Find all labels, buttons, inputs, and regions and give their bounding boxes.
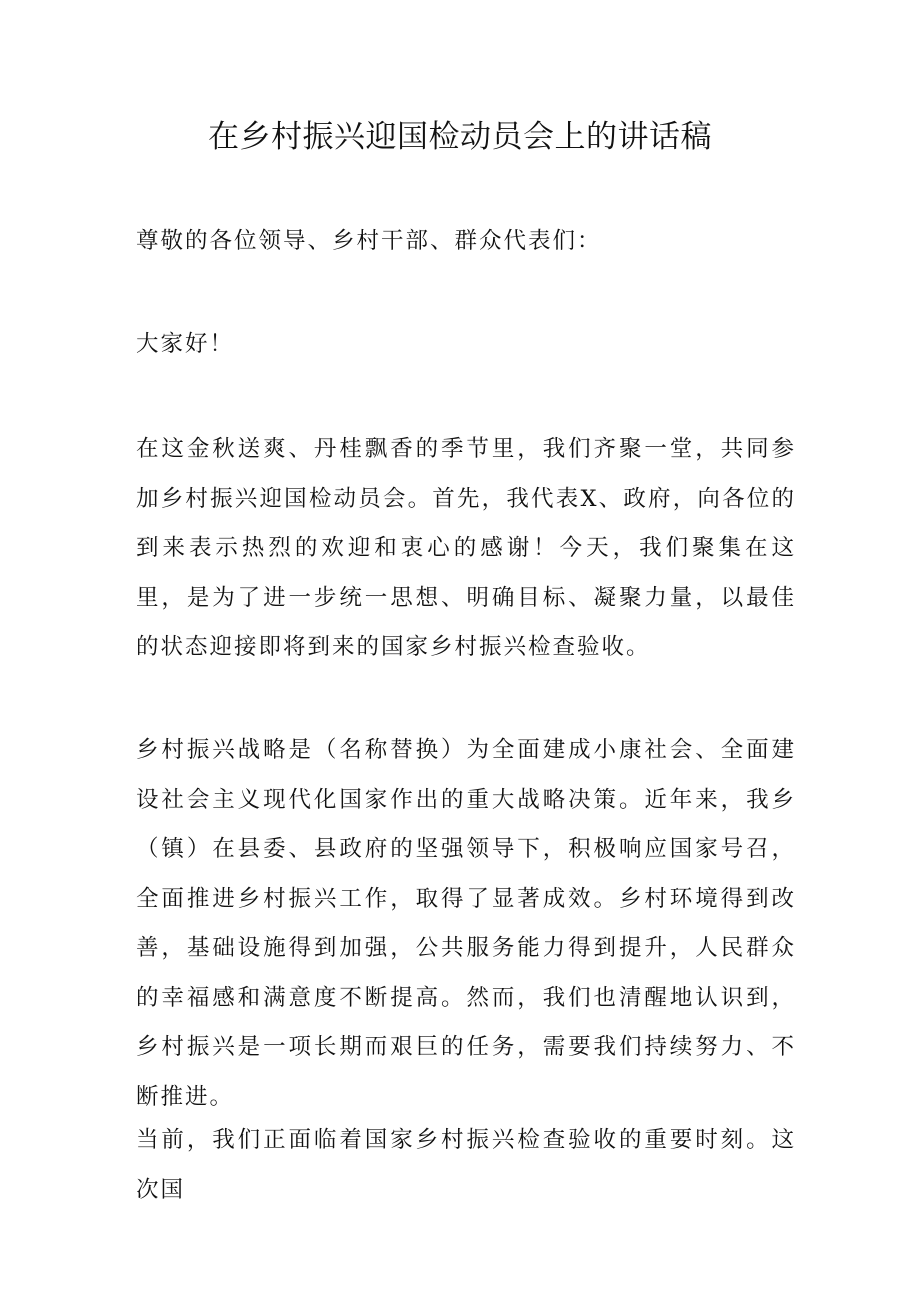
body-paragraph-1: 在这金秋送爽、丹桂飘香的季节里，我们齐聚一堂，共同参加乡村振兴迎国检动员会。首先，我代表X、政府，向各位的到来表示热烈的欢迎和衷心的感谢！今天，我们聚集在这里，是为了进一步统一思想、明确目标、凝聚力量，以最佳的状态迎接即将到来的国家乡村振兴检查验收。 [136,436,796,660]
body-paragraph-2: 乡村振兴战略是（名称替换）为全面建成小康社会、全面建设社会主义现代化国家作出的重大战略决策。近年来，我乡（镇）在县委、县政府的坚强领导下，积极响应国家号召，全面推进乡村振兴工作，取得了显著成效。乡村环境得到改善，基础设施得到加强，公共服务能力得到提升，人民群众的幸福感和满意度不断提高。然而，我们也清醒地认识到，乡村振兴是一项长期而艰巨的任务，需要我们持续努力、不断推进。 [136,737,796,1110]
salutation: 尊敬的各位领导、乡村干部、群众代表们： [136,228,602,254]
body-paragraph-3: 当前，我们正面临着国家乡村振兴检查验收的重要时刻。这次国 [136,1127,796,1203]
document-title: 在乡村振兴迎国检动员会上的讲话稿 [208,119,712,155]
greeting: 大家好！ [136,331,235,357]
